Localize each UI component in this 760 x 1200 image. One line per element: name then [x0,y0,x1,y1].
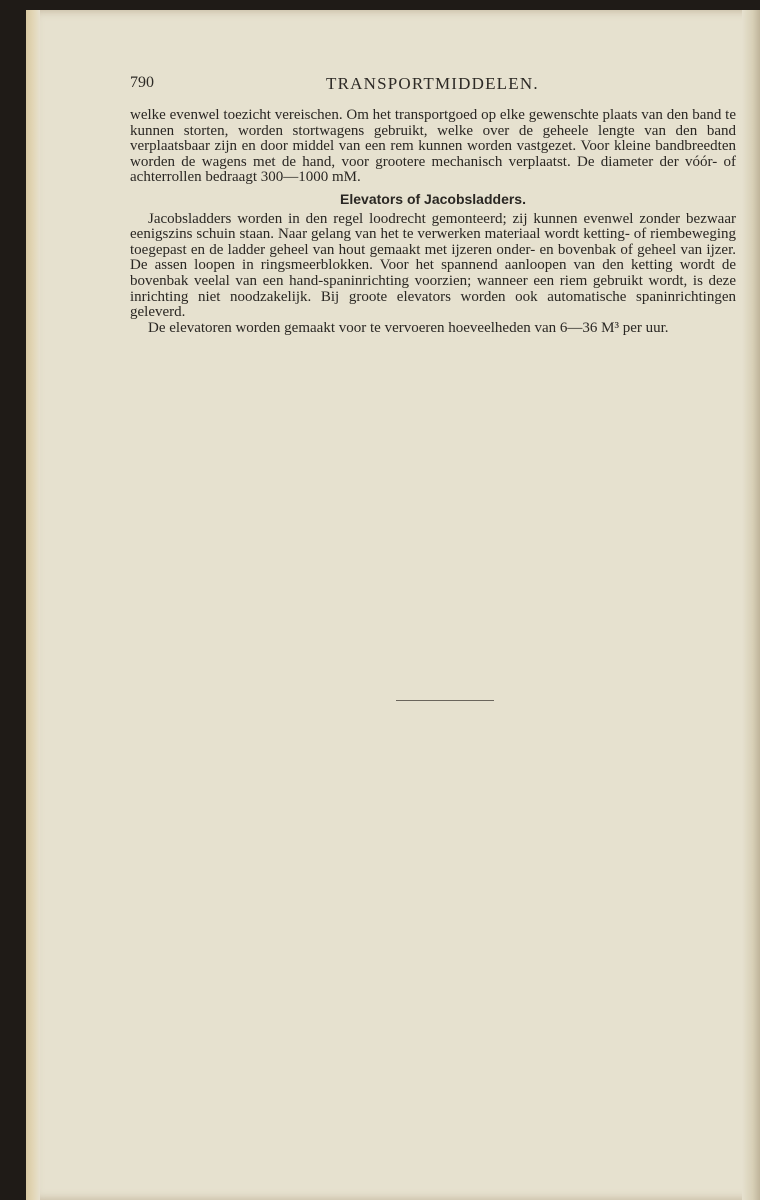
page-number: 790 [130,74,154,91]
page-edge-shadow [742,10,760,1200]
paragraph-jacobsladders: Jacobsladders worden in den regel loodrecht gemonteerd; zij kunnen evenwel zonder bezwaar eenigszins schuin staan. Naar gelang van het te verwerken materiaal wordt ketting- of riembeweging toegepast en de ladder geheel van hout gemaakt met ijzeren onder- en bovenbak of geheel van ijzer. De assen loopen in ringsmeerblokken. Voor het spannend aanloopen van den ketting wordt de bovenbak veelal van een hand-spaninrichting voorzien; wanneer een riem gebruikt wordt, is deze inrichting niet noodzakelijk. Bij groote elevators worden ook automatische spaninrichtingen geleverd. [130,210,736,321]
paragraph-capacity: De elevatoren worden gemaakt voor te vervoeren hoeveelheden van 6—36 M³ per uur. [148,319,669,336]
running-title: TRANSPORTMIDDELEN. [326,74,539,93]
book-page [26,10,760,1200]
separator-rule [396,700,494,701]
page-header [130,74,730,98]
page-gutter-shadow [26,10,40,1200]
paragraph-stortwagens: welke evenwel toezicht vereischen. Om het transportgoed op elke gewenschte plaats van den band te kunnen storten, worden stortwagens gebruikt, welke over de geheele lengte van den band verplaatsbaar zijn en door middel van een rem kunnen worden vastgezet. Voor kleine bandbreedten worden de wagens met de hand, voor grootere mechanisch verplaatst. De diameter der vóór- of achterrollen bedraagt 300—1000 mM. [130,107,736,186]
section-heading: Elevators of Jacobsladders. [340,190,526,207]
page-body [130,108,736,336]
